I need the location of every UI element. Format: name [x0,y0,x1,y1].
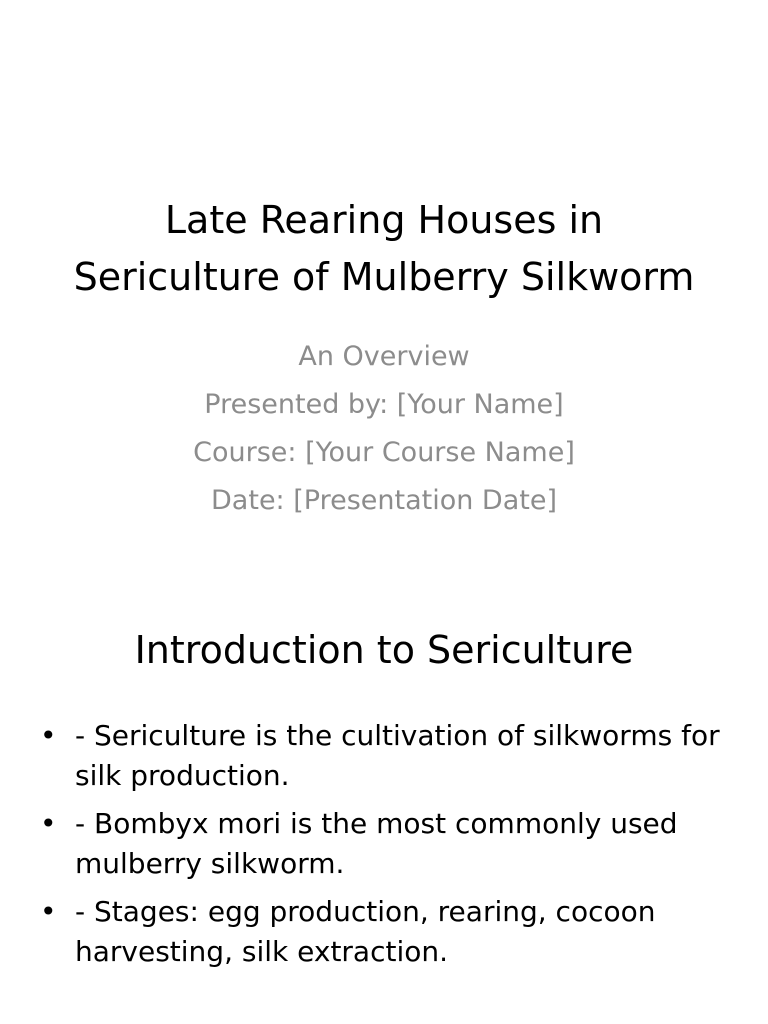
slide-title [40,192,728,306]
bullet-icon: • [40,807,57,840]
content-slide [0,576,768,1024]
list-item [40,804,730,884]
slide-title-line: Late Rearing Houses in [164,198,604,242]
subtitle-presenter: Presented by: [Your Name] [204,389,564,420]
subtitle-date: Date: [Presentation Date] [211,485,557,516]
list-item-text: - Bombyx mori is the most commonly used mulberry silkworm. [75,807,678,880]
subtitle-course: Course: [Your Course Name] [193,437,575,468]
slide-subtitle [80,333,688,525]
bullet-icon: • [40,719,57,752]
list-item [40,716,730,796]
slide-heading: Introduction to Sericulture [134,628,634,672]
subtitle-overview: An Overview [298,341,470,372]
list-item-text: - Sericulture is the cultivation of silkworms for silk production. [75,719,720,792]
bullet-icon: • [40,895,57,928]
bullet-list [40,716,730,980]
list-item-text: - Stages: egg production, rearing, cocoon harvesting, silk extraction. [75,895,656,968]
slide-title-line: Sericulture of Mulberry Silkworm [73,255,695,299]
list-item [40,892,730,972]
